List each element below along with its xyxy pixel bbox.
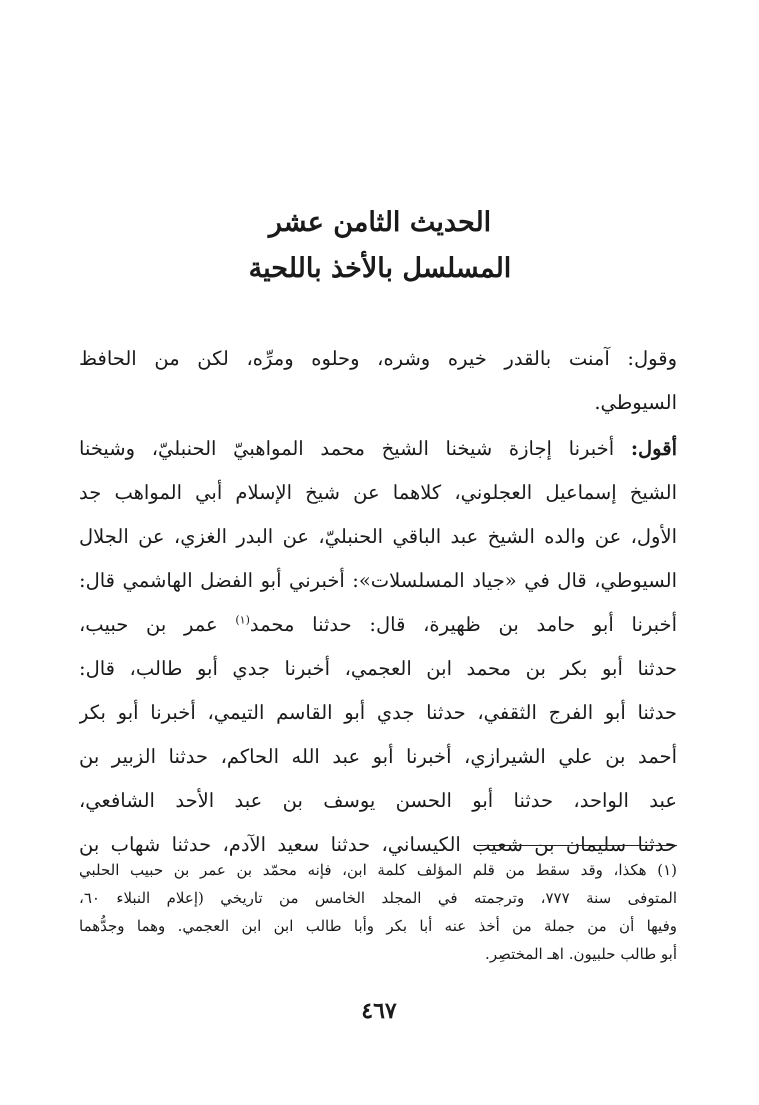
paragraph-lead-word: أقول:	[630, 437, 677, 460]
body-line	[79, 603, 677, 647]
body-line: السيوطي.	[594, 391, 677, 414]
body-line: الأول، عن والده الشيخ عبد الباقي الحنبليّ، عن البدر الغزي، عن الجلال	[79, 525, 677, 548]
body-line: حدثنا أبو الفرج الثقفي، حدثنا جدي أبو القاسم التيمي، أخبرنا أبو بكر	[79, 701, 677, 724]
body-text-span: أخبرنا أبو حامد بن ظهيرة، قال: حدثنا محمد	[249, 613, 677, 636]
body-line: حدثنا سليمان بن شعيب الكيساني، حدثنا سعيد الآدم، حدثنا شهاب بن	[79, 833, 677, 856]
footnote-line: المتوفى سنة ٧٧٧، وترجمته في المجلد الخامس من تاريخي (إعلام النبلاء ٦٠،	[79, 889, 677, 907]
body-text-span: عمر بن حبيب،	[79, 613, 236, 636]
body-line: وقول: آمنت بالقدر خيره وشره، وحلوه ومرِّه، لكن من الحافظ	[79, 347, 677, 370]
body-line: السيوطي، قال في «جياد المسلسلات»: أخبرني أبو الفضل الهاشمي قال:	[79, 569, 677, 592]
body-line: حدثنا أبو بكر بن محمد ابن العجمي، أخبرنا جدي أبو طالب، قال:	[79, 657, 677, 680]
body-line	[79, 427, 677, 471]
body-line: الشيخ إسماعيل العجلوني، كلاهما عن شيخ الإسلام أبي المواهب جد	[79, 481, 677, 504]
page-number: ٤٦٧	[361, 998, 397, 1024]
footnote-separator	[477, 845, 677, 846]
chapter-title: الحديث الثامن عشر	[268, 207, 492, 238]
footnote-reference: (١)	[235, 613, 250, 627]
footnote-line: وفيها أن من جملة من أخذ عنه أبا بكر وأبا طالب ابن ابن العجمي. وهما وجدُّهما	[79, 917, 677, 935]
chapter-subtitle: المسلسل بالأخذ باللحية	[248, 253, 512, 284]
footnote-line: أبو طالب حلبيون. اهـ المختصِر.	[485, 945, 677, 963]
footnote-line: (١) هكذا، وقد سقط من قلم المؤلف كلمة ابن، فإنه محمّد بن عمر بن حبيب الحلبي	[79, 861, 677, 879]
body-text-span: أخبرنا إجازة شيخنا الشيخ محمد المواهبيّ الحنبليّ، وشيخنا	[79, 437, 631, 460]
body-line: أحمد بن علي الشيرازي، أخبرنا أبو عبد الله الحاكم، حدثنا الزبير بن	[79, 745, 677, 768]
body-line: عبد الواحد، حدثنا أبو الحسن يوسف بن عبد الأحد الشافعي،	[79, 789, 677, 812]
